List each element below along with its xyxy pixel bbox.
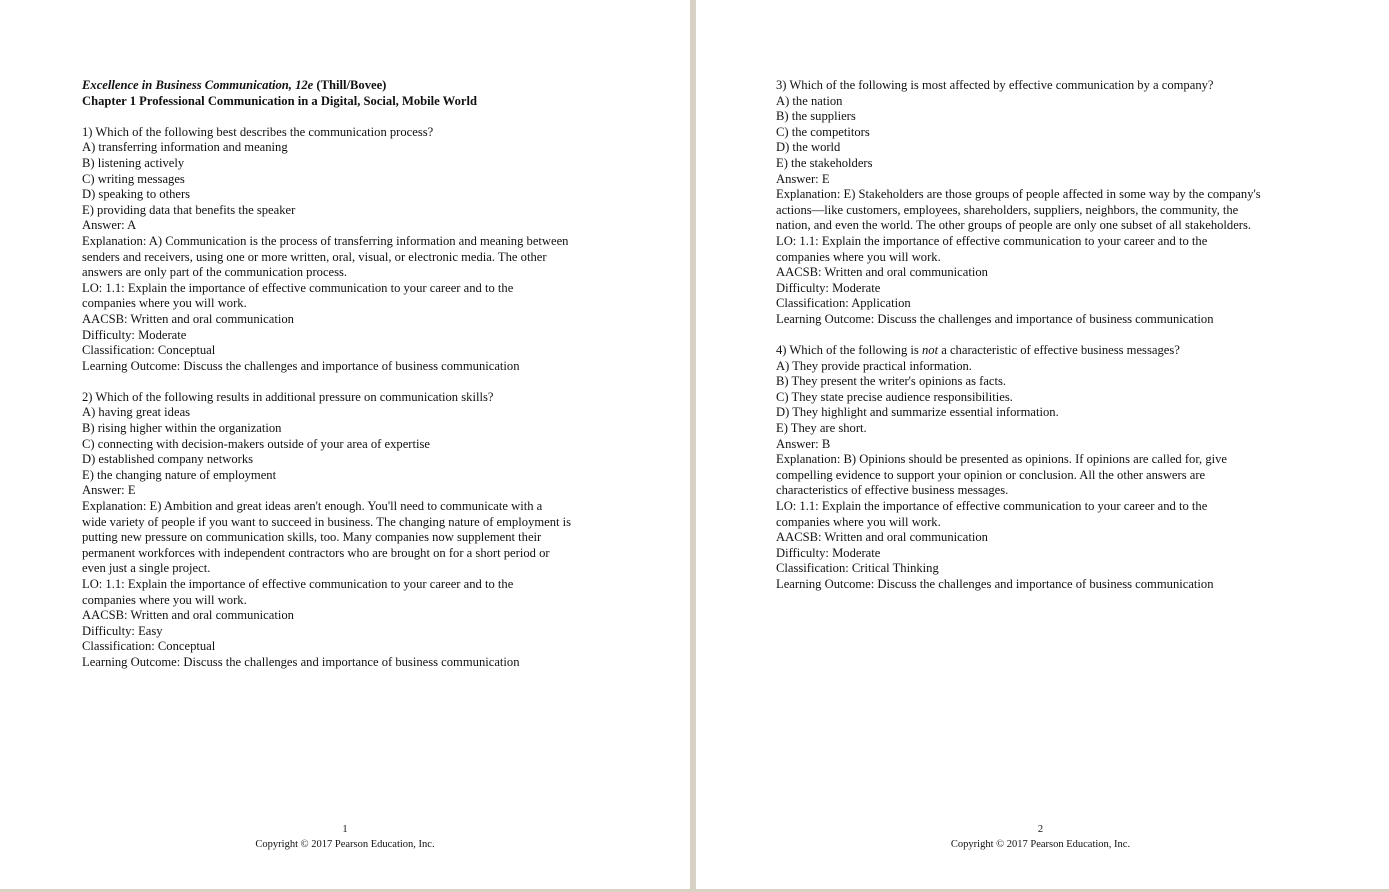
question-1-option-c: C) writing messages <box>82 171 185 186</box>
question-4-option-e: E) They are short. <box>776 421 867 436</box>
question-4-text-start: 4) Which of the following is <box>776 343 922 358</box>
question-1-option-b: B) listening actively <box>82 155 185 170</box>
question-1-classification: Classification: Conceptual <box>82 343 216 358</box>
question-4-explanation-line: Explanation: B) Opinions should be presented as opinions. If opinions are called for, give <box>776 452 1228 467</box>
question-1-explanation-line: answers are only part of the communication process. <box>82 265 348 280</box>
page-content <box>82 78 571 671</box>
question-1-aacsb: AACSB: Written and oral communication <box>82 311 294 326</box>
book-title <box>82 78 571 94</box>
question-4-lo-line: LO: 1.1: Explain the importance of effective communication to your career and to the <box>776 499 1208 514</box>
question-2-explanation-line: putting new pressure on communication skills, too. Many companies now supplement their <box>82 530 542 545</box>
document-page-1 <box>0 0 690 889</box>
chapter-heading: Chapter 1 Professional Communication in a Digital, Social, Mobile World <box>82 93 477 108</box>
question-2-text: 2) Which of the following results in additional pressure on communication skills? <box>82 389 494 404</box>
question-2-explanation-line: wide variety of people if you want to succeed in business. The changing nature of employment is <box>82 514 572 529</box>
question-3-option-c: C) the competitors <box>776 124 870 139</box>
question-1-answer: Answer: A <box>82 218 137 233</box>
question-2-aacsb: AACSB: Written and oral communication <box>82 608 294 623</box>
question-4-aacsb: AACSB: Written and oral communication <box>776 530 988 545</box>
question-2-lo-line: companies where you will work. <box>82 592 247 607</box>
question-2-option-b: B) rising higher within the organization <box>82 421 282 436</box>
question-3-option-e: E) the stakeholders <box>776 155 873 170</box>
question-3-explanation-line: Explanation: E) Stakeholders are those groups of people affected in some way by the company's <box>776 187 1261 202</box>
question-3-classification: Classification: Application <box>776 296 911 311</box>
question-3-option-d: D) the world <box>776 140 841 155</box>
question-3-option-b: B) the suppliers <box>776 109 856 124</box>
book-title-authors: (Thill/Bovee) <box>313 78 387 92</box>
question-4-option-c: C) They state precise audience responsibilities. <box>776 389 1013 404</box>
question-3-explanation-line: nation, and even the world. The other groups of people are only one subset of all stakeholders. <box>776 218 1252 233</box>
question-3-lo-line: companies where you will work. <box>776 249 941 264</box>
copyright-notice: Copyright © 2017 Pearson Education, Inc. <box>950 839 1131 850</box>
question-4-difficulty: Difficulty: Moderate <box>776 545 881 560</box>
page-number: 2 <box>1037 824 1044 835</box>
question-2-explanation-line: even just a single project. <box>82 561 211 576</box>
question-3-answer: Answer: E <box>776 171 830 186</box>
question-1-option-d: D) speaking to others <box>82 187 191 202</box>
question-1-lo-line: LO: 1.1: Explain the importance of effective communication to your career and to the <box>82 280 514 295</box>
document-page-2 <box>696 0 1389 889</box>
question-4-option-d: D) They highlight and summarize essential information. <box>776 405 1059 420</box>
question-1-difficulty: Difficulty: Moderate <box>82 327 187 342</box>
question-2-option-c: C) connecting with decision-makers outside of your area of expertise <box>82 436 430 451</box>
page-footer <box>0 822 690 852</box>
question-4-explanation-line: compelling evidence to support your opinion or conclusion. All the other answers are <box>776 467 1206 482</box>
question-1-explanation-line: Explanation: A) Communication is the process of transferring information and meaning between <box>82 233 569 248</box>
question-1-lo-line: companies where you will work. <box>82 296 247 311</box>
question-2-classification: Classification: Conceptual <box>82 639 216 654</box>
question-3-learning-outcome: Learning Outcome: Discuss the challenges and importance of business communication <box>776 311 1214 326</box>
question-4-answer: Answer: B <box>776 436 831 451</box>
question-3-aacsb: AACSB: Written and oral communication <box>776 265 988 280</box>
question-2-explanation-line: Explanation: E) Ambition and great ideas aren't enough. You'll need to communicate with a <box>82 499 543 514</box>
question-4-explanation-line: characteristics of effective business messages. <box>776 483 1009 498</box>
question-2-learning-outcome: Learning Outcome: Discuss the challenges and importance of business communication <box>82 654 520 669</box>
question-2-explanation-line: permanent workforces with independent contractors who are brought on for a short period or <box>82 545 550 560</box>
page-number: 1 <box>342 824 348 835</box>
question-2-difficulty: Difficulty: Easy <box>82 623 163 638</box>
question-4-classification: Classification: Critical Thinking <box>776 561 939 576</box>
question-3-explanation-line: actions—like customers, employees, shareholders, suppliers, neighbors, the community, the <box>776 202 1239 217</box>
page-content <box>776 78 1261 593</box>
question-1-explanation-line: senders and receivers, using one or more written, oral, visual, or electronic media. The other <box>82 249 547 264</box>
question-3-option-a: A) the nation <box>776 93 843 108</box>
question-2-option-d: D) established company networks <box>82 452 254 467</box>
copyright-notice: Copyright © 2017 Pearson Education, Inc. <box>255 839 435 850</box>
question-2-option-a: A) having great ideas <box>82 405 191 420</box>
question-3-text: 3) Which of the following is most affected by effective communication by a company? <box>776 78 1214 92</box>
question-4-option-b: B) They present the writer's opinions as facts. <box>776 374 1007 389</box>
page-footer <box>696 822 1385 852</box>
question-1-option-e: E) providing data that benefits the speaker <box>82 202 296 217</box>
question-4-lo-line: companies where you will work. <box>776 514 941 529</box>
question-1-text: 1) Which of the following best describes the communication process? <box>82 124 434 139</box>
book-title-italic: Excellence in Business Communication, 12e <box>82 78 314 92</box>
question-2-lo-line: LO: 1.1: Explain the importance of effective communication to your career and to the <box>82 577 514 591</box>
question-2-answer: Answer: E <box>82 483 136 498</box>
question-4-text <box>776 343 1261 359</box>
question-4-option-a: A) They provide practical information. <box>776 358 972 373</box>
question-1-learning-outcome: Learning Outcome: Discuss the challenges and importance of business communication <box>82 358 520 373</box>
question-4-text-emphasis: not <box>921 343 939 358</box>
question-3-difficulty: Difficulty: Moderate <box>776 280 881 295</box>
question-4-learning-outcome: Learning Outcome: Discuss the challenges and importance of business communication <box>776 577 1214 591</box>
question-4-text-end: a characteristic of effective business messages? <box>938 343 1180 358</box>
question-1-option-a: A) transferring information and meaning <box>82 140 288 155</box>
question-2-option-e: E) the changing nature of employment <box>82 467 277 482</box>
question-3-lo-line: LO: 1.1: Explain the importance of effective communication to your career and to the <box>776 233 1208 248</box>
